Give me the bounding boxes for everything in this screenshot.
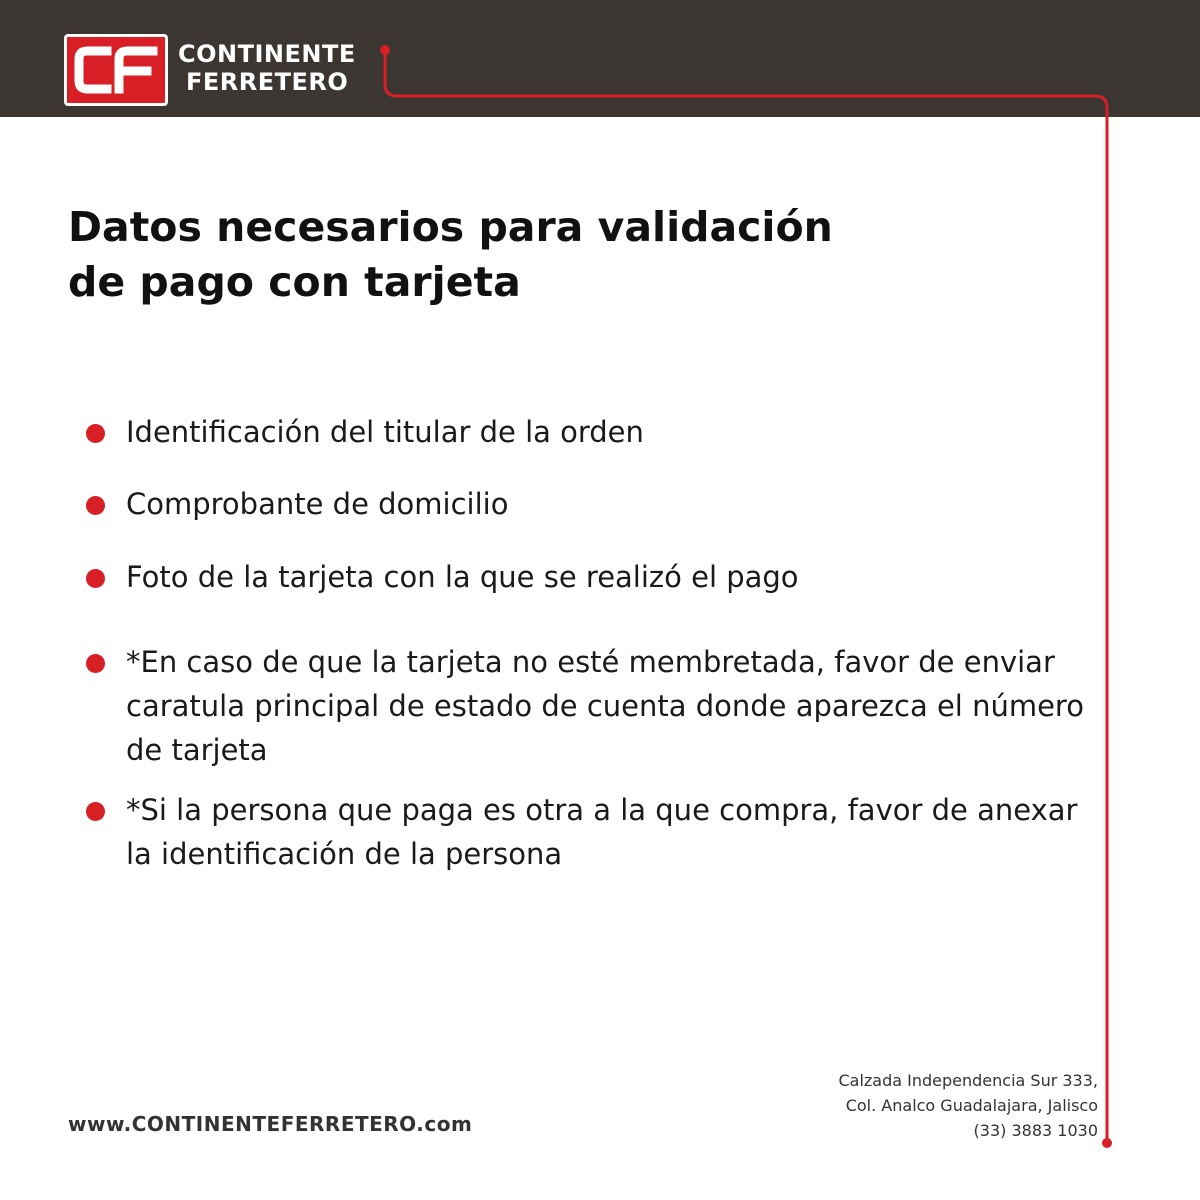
list-item-text: Foto de la tarjeta con la que se realizó el pago xyxy=(126,560,799,594)
company-name-line1: CONTINENTE xyxy=(178,40,356,68)
bullet-dot-icon xyxy=(86,569,105,588)
bullet-dot-icon xyxy=(86,496,105,515)
list-item-text: Comprobante de domicilio xyxy=(126,487,509,521)
website-link[interactable]: www.CONTINENTEFERRETERO.com xyxy=(68,1112,473,1136)
page-title xyxy=(68,200,968,310)
address-line2: Col. Analco Guadalajara, Jalisco xyxy=(845,1096,1098,1115)
cf-logo-mark xyxy=(67,37,165,103)
list-item-text: *En caso de que la tarjeta no esté membretada, favor de enviar caratula principal de estado de cuenta donde aparezca el número de tarjeta xyxy=(126,645,1084,767)
company-name xyxy=(178,40,356,96)
bullet-dot-icon xyxy=(86,654,105,673)
address-line1: Calzada Independencia Sur 333, xyxy=(838,1071,1098,1090)
list-item-text: *Si la persona que paga es otra a la que compra, favor de anexar la identificación de la persona xyxy=(126,793,1078,871)
company-logo xyxy=(64,34,168,106)
page-title-line1: Datos necesarios para validación xyxy=(68,203,833,251)
list-item-text: Identificación del titular de la orden xyxy=(126,415,644,449)
phone-number: (33) 3883 1030 xyxy=(973,1121,1098,1140)
page-title-line2: de pago con tarjeta xyxy=(68,258,521,306)
company-name-line2: FERRETERO xyxy=(186,68,349,96)
bullet-dot-icon xyxy=(86,424,105,443)
contact-address xyxy=(778,1068,1098,1143)
bullet-dot-icon xyxy=(86,802,105,821)
